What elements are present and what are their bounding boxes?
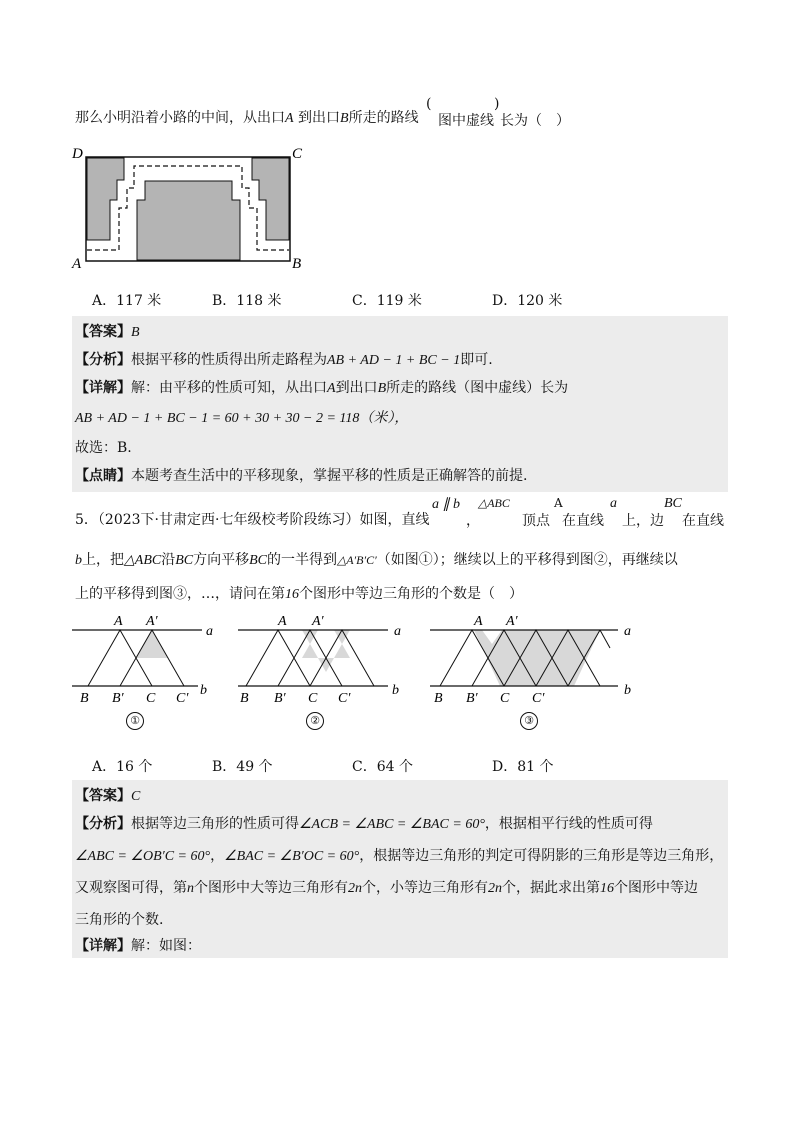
q5-figure-1-label: ① — [126, 712, 144, 730]
q5-stem-line1: 5．（2023下·甘肃定西·七年级校考阶段练习）如图，直线 — [75, 512, 430, 528]
q4-choice-a[interactable]: A．117 米 — [92, 293, 162, 309]
svg-text:C: C — [308, 691, 318, 706]
q5-on-line: 在直线 — [562, 513, 604, 529]
q5-comma: ， — [466, 513, 480, 529]
q4-stem: 那么小明沿着小路的中间，从出口A 到出口B所走的路线 — [75, 110, 419, 126]
svg-text:b: b — [392, 683, 399, 698]
svg-text:B′: B′ — [112, 691, 124, 706]
q5-parallel: a ∥ b — [432, 497, 460, 512]
q5-detail: 【详解】解：如图： — [75, 938, 201, 954]
q4-detail: 【详解】解：由平移的性质可知，从出口A到出口B所走的路线（图中虚线）长为 — [75, 380, 569, 396]
q5-choice-b[interactable]: B．49 个 — [212, 759, 273, 775]
svg-text:A′: A′ — [506, 614, 518, 629]
q4-detail-formula: AB + AD − 1 + BC − 1 = 60 + 30 + 30 − 2 = 118（米）， — [75, 411, 409, 426]
svg-text:A′: A′ — [312, 614, 324, 629]
q5-choice-c[interactable]: C．64 个 — [352, 759, 413, 775]
q5-side: BC — [664, 496, 682, 511]
q4-comment: 【点睛】本题考查生活中的平移现象，掌握平移的性质是正确解答的前提. — [75, 468, 528, 484]
q5-figure-3 — [430, 608, 650, 728]
svg-text:a: a — [394, 624, 401, 639]
svg-text:B′: B′ — [274, 691, 286, 706]
svg-text:A: A — [278, 614, 287, 629]
q5-analysis-line2: ∠ABC = ∠OB′C = 60°，∠BAC = ∠B′OC = 60°，根据等边三角形的判定可得阴影的三角形是等边三角形， — [75, 848, 724, 864]
svg-text:B′: B′ — [466, 691, 478, 706]
q5-analysis-line1: 【分析】根据等边三角形的性质可得∠ACB = ∠ABC = ∠BAC = 60°，根据相平行线的性质可得 — [75, 816, 653, 832]
svg-text:B: B — [434, 691, 443, 706]
q5-figure-3-label: ③ — [520, 712, 538, 730]
svg-text:a: a — [624, 624, 631, 639]
q5-analysis-line3: 又观察图可得，第n个图形中大等边三角形有2n个，小等边三角形有2n个，据此求出第16个图形中等边 — [75, 880, 698, 896]
svg-text:C: C — [500, 691, 510, 706]
q5-answer: 【答案】C — [75, 788, 141, 804]
q5-line-a: a — [610, 496, 617, 511]
svg-text:a: a — [206, 624, 213, 639]
svg-text:A: A — [474, 614, 483, 629]
q4-choice-b[interactable]: B．118 米 — [212, 293, 282, 309]
q5-analysis-line4: 三角形的个数. — [75, 912, 164, 928]
q5-choice-d[interactable]: D．81 个 — [492, 759, 554, 775]
q5-triangle: △ABC — [478, 496, 510, 510]
q5-stem-line2: b上，把△ABC沿BC方向平移BC的一半得到△A′B′C′（如图①）；继续以上的平移得到图②，再继续以 — [75, 552, 678, 568]
q4-paren-close: ) — [494, 96, 500, 112]
svg-text:b: b — [200, 683, 207, 698]
q4-paren-open: ( — [426, 96, 432, 112]
label-C: C — [292, 146, 303, 162]
q5-vertex-word: 顶点 — [522, 513, 550, 529]
q4-conclusion: 故选：B. — [75, 440, 132, 456]
gray-middle-region — [137, 181, 240, 260]
svg-text:B: B — [80, 691, 89, 706]
svg-text:C: C — [146, 691, 156, 706]
svg-text:C′: C′ — [532, 691, 545, 706]
q4-paren-text: 图中虚线 — [438, 113, 494, 129]
svg-text:b: b — [624, 683, 631, 698]
q5-in-line: 在直线 — [682, 513, 724, 529]
q5-on-word: 上，边 — [622, 513, 664, 529]
q4-stem-end: 长为（ ） — [500, 113, 570, 129]
svg-text:A: A — [114, 614, 123, 629]
svg-text:A′: A′ — [146, 614, 158, 629]
svg-text:C′: C′ — [176, 691, 189, 706]
q5-stem-line3: 上的平移得到图③，…，请问在第16个图形中等边三角形的个数是（ ） — [75, 586, 523, 602]
q4-choice-c[interactable]: C．119 米 — [352, 293, 422, 309]
q5-figure-2-label: ② — [306, 712, 324, 730]
label-B: B — [292, 256, 302, 272]
q4-path-figure — [70, 140, 320, 275]
q4-choice-d[interactable]: D．120 米 — [492, 293, 563, 309]
q5-figure-1 — [72, 608, 222, 728]
q4-answer: 【答案】B — [75, 324, 140, 340]
q5-solution-box — [72, 780, 728, 958]
q4-analysis: 【分析】根据平移的性质得出所走路程为AB + AD − 1 + BC − 1即可. — [75, 352, 493, 368]
svg-text:B: B — [240, 691, 249, 706]
label-A: A — [72, 256, 82, 272]
q5-figure-2 — [238, 608, 418, 728]
label-D: D — [72, 146, 83, 162]
svg-text:C′: C′ — [338, 691, 351, 706]
q5-choice-a[interactable]: A．16 个 — [92, 759, 153, 775]
q5-vertex: A — [554, 496, 563, 510]
